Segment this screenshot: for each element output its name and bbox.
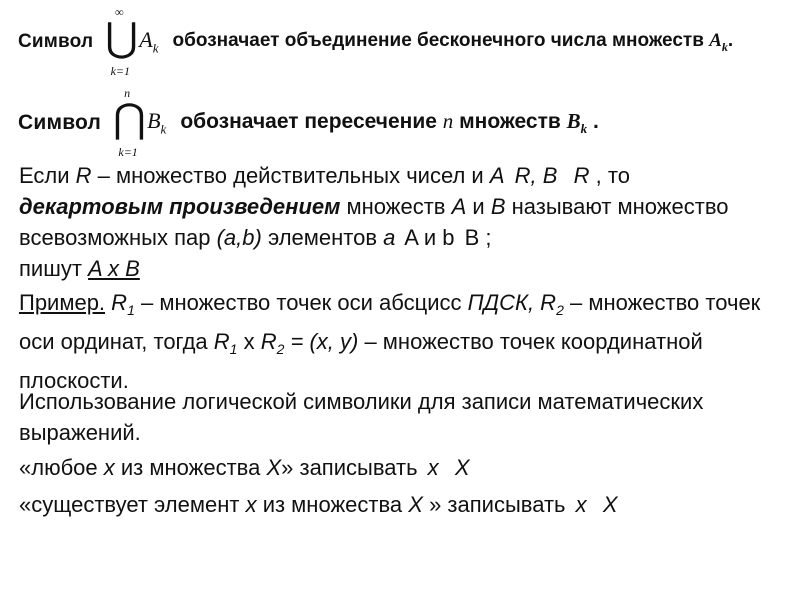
universal-quantifier-line: «любое x из множества X» записывать x X	[19, 455, 470, 480]
logic-symbolics-paragraph: Использование логической символики для записи математических выражений.	[19, 389, 704, 445]
cartesian-product-term: декартовым произведением	[19, 194, 341, 219]
text-line: декартовым произведением множеств A и B называют множество всевозможных пар (a,b) элементов a A и b B ;	[19, 194, 729, 250]
set-variable: $A_k$	[139, 27, 159, 56]
lower-limit: k=1	[110, 64, 131, 78]
union-operator	[105, 5, 139, 79]
union-icon: ⋃	[105, 16, 139, 60]
existential-quantifier-line: «существует элемент x из множества X » записывать x X	[19, 492, 618, 517]
upper-limit: n	[124, 86, 131, 100]
example-paragraph: Пример. $R_1$ – множество точек оси абсцисс ПДСК, $R_2$ – множество точек оси ординат, тогда $R_1$ x $R_2 = (x$, y) – множество точек координатной плоскости.	[19, 290, 761, 393]
union-symbol-line	[18, 5, 733, 79]
intersection-operator	[113, 86, 146, 160]
intersection-description: обозначает пересечение n множеств $B_k$ .	[180, 108, 599, 137]
text-line: Если R – множество действительных чисел и A R, B R , то	[19, 163, 630, 188]
lower-limit: k=1	[118, 145, 138, 159]
cartesian-product-paragraph	[19, 160, 789, 284]
example-label: Пример.	[19, 290, 106, 315]
symbol-word: Символ	[18, 111, 102, 134]
symbol-word: Символ	[18, 31, 94, 52]
intersection-icon: ⋂	[113, 97, 146, 141]
intersection-symbol-line	[18, 86, 599, 160]
union-description: обозначает объединение бесконечного числа множеств $A_k$.	[172, 29, 734, 54]
text-line: пишут A x B	[19, 256, 140, 281]
upper-limit: ∞	[115, 5, 124, 19]
set-variable: $B_k$	[147, 108, 167, 137]
